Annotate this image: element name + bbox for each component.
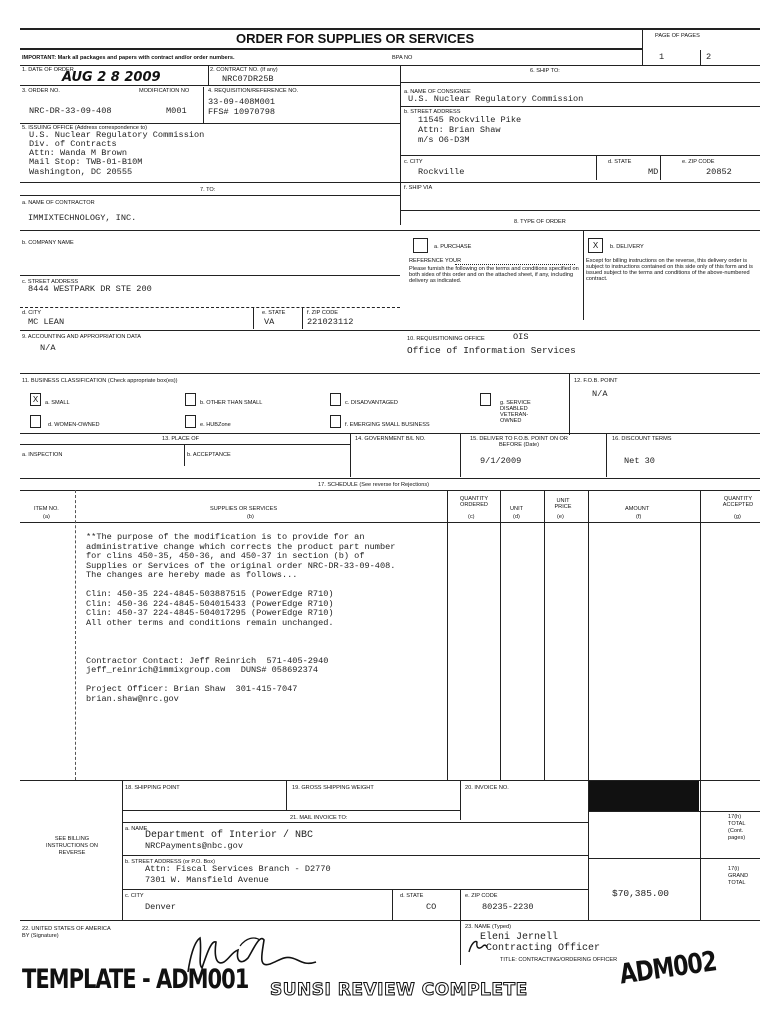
gross-weight-label: 19. GROSS SHIPPING WEIGHT (292, 785, 374, 791)
invoice-name-label: a. NAME (125, 826, 148, 832)
bpa-label: BPA NO (392, 55, 413, 61)
officer-name: Eleni Jernell (480, 932, 559, 943)
col-item-sub: (a) (43, 514, 50, 520)
invoice-name-line2: NRCPayments@nbc.gov (145, 841, 243, 851)
requisition-no-line1: 33-09-408M001 (208, 97, 276, 107)
invoice-city-label: c. CITY (125, 893, 144, 899)
schedule-line (86, 638, 395, 648)
hubzone-label: e. HUBZone (200, 422, 231, 428)
place-of-label: 13. PLACE OF (162, 436, 199, 442)
small-label: a. SMALL (45, 400, 70, 406)
consignee-label: a. NAME OF CONSIGNEE (404, 89, 471, 95)
schedule-line: **The purpose of the modification is to provide for an (86, 532, 365, 542)
col-amount-header: AMOUNT (625, 506, 650, 512)
col-supplies-sub: (b) (247, 514, 254, 520)
issuing-office-line2: Div. of Contracts (29, 139, 117, 149)
officer-title: Contracting Officer (486, 943, 601, 954)
invoice-zip-label: e. ZIP CODE (465, 893, 498, 899)
schedule-line: Contractor Contact: Jeff Reinrich 571-405-2940 (86, 655, 329, 666)
invoice-street-label: b. STREET ADDRESS (or P.O. Box) (125, 859, 215, 865)
schedule-line: jeff_reinrich@immixgroup.com DUNS# 058692374 (86, 665, 319, 675)
shipping-point-label: 18. SHIPPING POINT (125, 785, 180, 791)
total-pages: 2 (706, 52, 712, 62)
ship-street-line3: m/s O6-D3M (418, 135, 470, 145)
emerging-checkbox[interactable] (330, 415, 341, 428)
disadvantaged-label: c. DISADVANTAGED (345, 400, 398, 406)
date-of-order-label: 1. DATE OF ORDER (22, 67, 74, 73)
issuing-office-line1: U.S. Nuclear Regulatory Commission (29, 130, 205, 140)
col-price-sub: (e) (557, 514, 564, 520)
title-label: TITLE: CONTRACTING/ORDERING OFFICER (500, 957, 618, 963)
name-typed-label: 23. NAME (Typed) (465, 924, 512, 930)
invoice-state: CO (426, 902, 437, 912)
schedule-line: All other terms and conditions remain unchanged. (86, 617, 334, 628)
sunsi-review-stamp: SUNSI REVIEW COMPLETE (270, 980, 528, 1000)
template-stamp: TEMPLATE - ADM001 (22, 964, 249, 994)
invoice-zip: 80235-2230 (482, 902, 534, 912)
total-shaded-panel (589, 781, 699, 811)
ship-state-label: d. STATE (608, 159, 632, 165)
col-unit-header: UNIT (510, 506, 524, 512)
invoice-city: Denver (145, 902, 176, 912)
requisitioning-office-label: 10. REQUISITIONING OFFICE (407, 336, 485, 342)
schedule-label: 17. SCHEDULE (See reverse for Rejections) (318, 482, 429, 488)
invoice-no-label: 20. INVOICE NO. (465, 785, 509, 791)
page-number: 1 (659, 52, 665, 62)
purchase-label: a. PURCHASE (434, 244, 472, 250)
requisitioning-office: Office of Information Services (407, 345, 576, 356)
reference-your-label: REFERENCE YOUR (409, 258, 462, 264)
other-than-small-label: b. OTHER THAN SMALL (200, 400, 263, 406)
grand-total-label: 17(i) GRAND TOTAL (728, 866, 749, 886)
adm002-stamp: ADM002 (617, 946, 719, 991)
modification-no: M001 (166, 106, 187, 116)
col-accepted-header: QUANTITY ACCEPTED (722, 496, 754, 508)
other-than-small-checkbox[interactable] (185, 393, 196, 406)
business-classification-label: 11. BUSINESS CLASSIFICATION (Check appropriate box(es)) (22, 378, 178, 384)
col-price-header: UNIT PRICE (554, 498, 572, 510)
schedule-line (86, 628, 395, 638)
officer-initials-image (467, 938, 489, 954)
purchase-terms-text: Please furnish the following on the terms and conditions specified on both sides of this order and on the attached sheet, if any, including delivery as indicated. (409, 266, 579, 284)
col-amount-sub: (f) (636, 514, 642, 520)
schedule-text (86, 533, 395, 704)
important-note: IMPORTANT: Mark all packages and papers with contract and/or order numbers. (22, 55, 235, 61)
service-disabled-label: g. SERVICE DISABLED VETERAN-OWNED (500, 400, 531, 424)
consignee: U.S. Nuclear Regulatory Commission (408, 94, 584, 104)
contractor-zip: 221023112 (307, 317, 354, 327)
issuing-office-line4: Mail Stop: TWB-01-B10M (29, 157, 143, 167)
schedule-line: Clin: 450-36 224-4845-504015433 (PowerEdge R710) (86, 598, 334, 609)
invoice-name-line1: Department of Interior / NBC (145, 830, 314, 841)
schedule-line: Clin: 450-37 224-4845-504017295 (PowerEdge R710) (86, 608, 334, 618)
date-of-order-stamp: AUG 2 8 2009 (62, 70, 161, 85)
contractor-zip-label: f. ZIP CODE (307, 310, 338, 316)
col-quantity-sub: (c) (468, 514, 475, 520)
contractor-city: MC LEAN (28, 317, 65, 327)
deliver-by-date: 9/1/2009 (480, 456, 522, 466)
schedule-line: brian.shaw@nrc.gov (86, 693, 179, 704)
order-no-label: 3. ORDER NO. (22, 88, 60, 94)
contract-no: NRC07DR25B (222, 74, 274, 84)
schedule-line: Supplies or Services of the original order NRC-DR-33-09-408. (86, 560, 396, 571)
invoice-state-label: d. STATE (400, 893, 424, 899)
small-checkbox[interactable]: X (30, 393, 41, 406)
deliver-by-label: 15. DELIVER TO F.O.B. POINT ON OR BEFORE (Date) (470, 436, 568, 448)
ship-street-line2: Attn: Brian Shaw (418, 125, 501, 135)
contractor-street: 8444 WESTPARK DR STE 200 (28, 284, 152, 294)
ship-zip: 20852 (706, 167, 732, 177)
street-address-label: c. STREET ADDRESS (22, 279, 79, 285)
ship-to-label: 6. SHIP TO: (530, 68, 560, 74)
contract-no-label: 2. CONTRACT NO. (If any) (210, 67, 278, 73)
schedule-line: The changes are hereby made as follows... (86, 570, 298, 580)
grand-total: $70,385.00 (612, 888, 670, 899)
modification-no-label: MODIFICATION NO (139, 88, 190, 94)
form-title: ORDER FOR SUPPLIES OR SERVICES (236, 31, 475, 46)
to-label: 7. TO: (200, 187, 216, 193)
delivery-label: b. DELIVERY (610, 244, 644, 250)
page-of-label: PAGE OF PAGES (655, 33, 700, 39)
schedule-line: administrative change which corrects the product part number (86, 541, 396, 552)
service-disabled-checkbox[interactable] (480, 393, 491, 406)
fob-point: N/A (592, 389, 608, 399)
requisitioning-office-code: OIS (513, 332, 529, 342)
ship-zip-label: e. ZIP CODE (682, 159, 715, 165)
delivery-checkbox[interactable]: X (588, 238, 603, 253)
issuing-office-line5: Washington, DC 20555 (29, 167, 133, 177)
ship-state: MD (648, 167, 659, 177)
col-item-header: ITEM NO. (34, 506, 59, 512)
contractor-state-label: e. STATE (262, 310, 286, 316)
invoice-street-line1: Attn: Fiscal Services Branch - D2770 (145, 864, 331, 874)
ship-street-label: b. STREET ADDRESS (404, 109, 461, 115)
schedule-line: for clins 450-35, 450-36, and 450-37 in section (b) of (86, 551, 365, 561)
issuing-office-label: 5. ISSUING OFFICE (Address correspondence to) (22, 125, 147, 131)
emerging-label: f. EMERGING SMALL BUSINESS (345, 422, 430, 428)
accounting-data: N/A (40, 343, 56, 353)
col-supplies-header: SUPPLIES OR SERVICES (210, 506, 278, 512)
gov-bl-label: 14. GOVERNMENT B/L NO. (355, 436, 426, 442)
usa-signature-label: 22. UNITED STATES OF AMERICA BY (Signature) (22, 926, 111, 939)
discount-terms-label: 16. DISCOUNT TERMS (612, 436, 672, 442)
col-accepted-sub: (g) (734, 514, 741, 520)
contractor-city-label: d. CITY (22, 310, 41, 316)
contractor-state: VA (264, 317, 275, 327)
company-name-label: b. COMPANY NAME (22, 240, 74, 246)
schedule-line: Project Officer: Brian Shaw 301-415-7047 (86, 684, 298, 694)
accounting-data-label: 9. ACCOUNTING AND APPROPRIATION DATA (22, 334, 142, 340)
schedule-line: Clin: 450-35 224-4845-503887515 (PowerEdge R710) (86, 589, 334, 599)
disadvantaged-checkbox[interactable] (330, 393, 341, 406)
contractor-name-label: a. NAME OF CONTRACTOR (22, 200, 95, 206)
hubzone-checkbox[interactable] (185, 415, 196, 428)
delivery-terms-text: Except for billing instructions on the reverse, this delivery order is subject to instructions contained on this side only of this form and is issued subject to the terms and conditions of the above-numbered contract. (586, 258, 753, 282)
discount-terms: Net 30 (624, 456, 655, 466)
ship-via-label: f. SHIP VIA (404, 185, 433, 191)
purchase-checkbox[interactable] (413, 238, 428, 253)
requisition-no-label: 4. REQUISITION/REFERENCE NO. (208, 88, 299, 94)
ship-street-line1: 11545 Rockville Pike (418, 115, 522, 125)
total-cont-pages-label: 17(h) TOTAL (Cont. pages) (728, 814, 746, 841)
women-owned-label: d. WOMEN-OWNED (48, 422, 100, 428)
ship-city-label: c. CITY (404, 159, 423, 165)
inspection-label: a. INSPECTION (22, 452, 63, 458)
order-no: NRC-DR-33-09-408 (29, 106, 112, 116)
ship-city: Rockville (418, 167, 465, 177)
col-unit-sub: (d) (513, 514, 520, 520)
mail-invoice-label: 21. MAIL INVOICE TO: (290, 815, 348, 821)
type-of-order-label: 8. TYPE OF ORDER (514, 219, 566, 225)
requisition-no-line2: FFS# 10970798 (208, 107, 276, 117)
invoice-street-line2: 7301 W. Mansfield Avenue (145, 875, 269, 885)
see-billing-text: SEE BILLING INSTRUCTIONS ON REVERSE (46, 836, 98, 856)
col-quantity-header: QUANTITY ORDERED (459, 496, 489, 508)
fob-point-label: 12. F.O.B. POINT (574, 378, 618, 384)
contractor-name: IMMIXTECHNOLOGY, INC. (28, 213, 137, 223)
issuing-office-line3: Attn: Wanda M Brown (29, 148, 127, 158)
acceptance-label: b. ACCEPTANCE (187, 452, 231, 458)
women-owned-checkbox[interactable] (30, 415, 41, 428)
